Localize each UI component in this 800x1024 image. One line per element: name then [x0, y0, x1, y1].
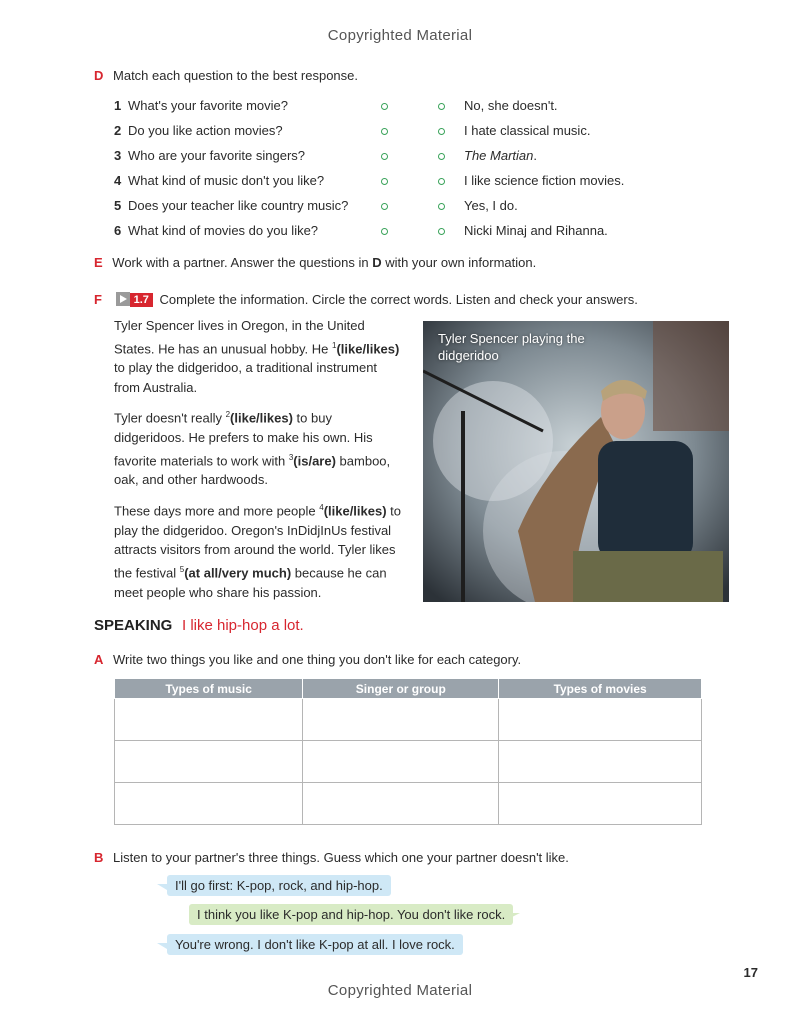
speaking-a-heading	[94, 652, 521, 667]
speech-bubble: You're wrong. I don't like K-pop at all. I love rock.	[167, 934, 463, 955]
question-circle[interactable]	[381, 128, 388, 135]
question-item	[114, 223, 318, 238]
table-cell[interactable]	[499, 699, 702, 741]
movie-title: The Martian	[464, 148, 534, 163]
answer-choice-5[interactable]: (at all/very much)	[184, 565, 292, 581]
section-e-letter: E	[94, 255, 103, 270]
response-item: Yes, I do.	[464, 198, 518, 213]
table-row	[115, 699, 702, 741]
answer-choice-4[interactable]: (like/likes)	[323, 503, 387, 519]
question-number: 5	[114, 198, 122, 213]
category-table	[114, 679, 702, 825]
question-circle[interactable]	[381, 178, 388, 185]
copyright-header: Copyrighted Material	[327, 27, 473, 44]
table-cell[interactable]	[115, 699, 303, 741]
question-text: What's your favorite movie?	[128, 98, 288, 113]
question-number: 6	[114, 223, 122, 238]
copyright-footer: Copyrighted Material	[327, 982, 473, 999]
section-d-instruction: Match each question to the best response.	[113, 68, 359, 83]
audio-track-number: 1.7	[130, 293, 153, 307]
passage-paragraph-3: These days more and more people $^4$(like/likes) to play the didgeridoo. Oregon's InDidjInUs festival attracts visitors from around the world. Tyler likes the festival $^5$(at all/very much) because he can meet people who share his passion.	[114, 502, 402, 600]
question-text: Does your teacher like country music?	[128, 198, 349, 213]
table-row	[115, 741, 702, 783]
response-circle[interactable]	[438, 178, 445, 185]
question-circle[interactable]	[381, 103, 388, 110]
table-row	[115, 783, 702, 825]
speaking-b-letter: B	[94, 850, 104, 865]
table-cell[interactable]	[303, 699, 499, 741]
reading-passage	[114, 316, 406, 610]
table-cell[interactable]	[499, 741, 702, 783]
speaking-heading	[94, 617, 304, 634]
table-cell[interactable]	[303, 741, 499, 783]
question-circle[interactable]	[381, 153, 388, 160]
response-circle[interactable]	[438, 203, 445, 210]
speech-bubble: I'll go first: K-pop, rock, and hip-hop.	[167, 875, 391, 896]
speaking-title: SPEAKING	[94, 617, 173, 634]
column-header-music: Types of music	[115, 679, 303, 699]
section-d-heading	[94, 68, 358, 83]
response-item: I like science fiction movies.	[464, 173, 625, 188]
photo-caption: Tyler Spencer playing the didgeridoo	[438, 331, 585, 363]
section-f-letter: F	[94, 292, 102, 307]
table-cell[interactable]	[499, 783, 702, 825]
question-number: 1	[114, 98, 122, 113]
question-text: What kind of music don't you like?	[128, 173, 325, 188]
question-item	[114, 173, 324, 188]
column-header-movies: Types of movies	[499, 679, 702, 699]
section-e-heading	[94, 255, 536, 270]
response-circle[interactable]	[438, 153, 445, 160]
speaking-a-instruction: Write two things you like and one thing you don't like for each category.	[113, 652, 522, 667]
question-text: Do you like action movies?	[128, 123, 283, 138]
question-circle[interactable]	[381, 228, 388, 235]
section-d-letter: D	[94, 68, 104, 83]
speaking-b-instruction: Listen to your partner's three things. Guess which one your partner doesn't like.	[113, 850, 569, 865]
question-item	[114, 198, 348, 213]
answer-choice-2[interactable]: (like/likes)	[230, 410, 293, 426]
speech-bubble: I think you like K-pop and hip-hop. You don't like rock.	[189, 904, 513, 925]
page-number: 17	[743, 965, 758, 980]
question-item	[114, 123, 283, 138]
column-header-singer: Singer or group	[303, 679, 499, 699]
speaking-subtitle: I like hip-hop a lot.	[181, 617, 304, 634]
speaking-a-letter: A	[94, 652, 104, 667]
section-f-heading	[94, 292, 638, 307]
response-item: Nicki Minaj and Rihanna.	[464, 223, 608, 238]
question-text: What kind of movies do you like?	[128, 223, 319, 238]
speaking-b-heading	[94, 850, 569, 865]
play-icon	[116, 292, 130, 306]
didgeridoo-photo	[423, 321, 729, 602]
bubble-tail	[157, 943, 167, 949]
section-f-instruction: Complete the information. Circle the correct words. Listen and check your answers.	[159, 292, 638, 307]
section-e-instruction: Work with a partner. Answer the questions in D with your own information.	[112, 255, 537, 270]
response-item: I hate classical music.	[464, 123, 591, 138]
question-circle[interactable]	[381, 203, 388, 210]
question-item	[114, 148, 305, 163]
bubble-tail	[157, 884, 167, 890]
response-circle[interactable]	[438, 128, 445, 135]
response-circle[interactable]	[438, 103, 445, 110]
table-cell[interactable]	[115, 741, 303, 783]
table-cell[interactable]	[303, 783, 499, 825]
response-item: No, she doesn't.	[464, 98, 558, 113]
response-circle[interactable]	[438, 228, 445, 235]
question-number: 2	[114, 123, 122, 138]
passage-paragraph-2: Tyler doesn't really $^2$(like/likes) to buy didgeridoos. He prefers to make his own. His favorite materials to work with $^3$(is/are) bamboo, oak, and other hardwoods.	[114, 410, 391, 488]
answer-choice-1[interactable]: (like/likes)	[336, 340, 400, 356]
audio-play-button[interactable]	[116, 292, 153, 307]
answer-choice-3[interactable]: (is/are)	[293, 452, 336, 468]
question-text: Who are your favorite singers?	[128, 148, 306, 163]
question-number: 4	[114, 173, 122, 188]
passage-paragraph-1: Tyler Spencer lives in Oregon, in the United States. He has an unusual hobby. He $^1$(like/likes) to play the didgeridoo, a traditional instrument from Australia.	[114, 318, 400, 395]
question-item	[114, 98, 288, 113]
response-item: The Martian.	[464, 148, 537, 163]
table-cell[interactable]	[115, 783, 303, 825]
question-number: 3	[114, 148, 122, 163]
